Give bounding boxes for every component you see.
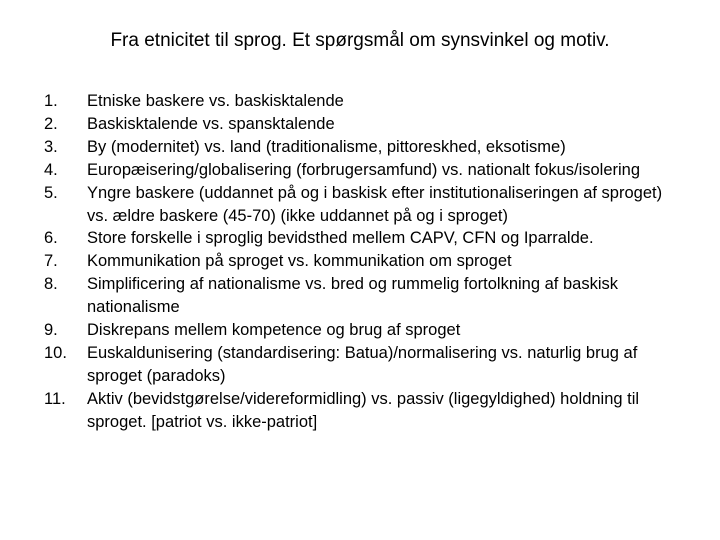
list-item-text: Etniske baskere vs. baskisktalende bbox=[87, 92, 344, 110]
list-item bbox=[44, 90, 684, 113]
list-item-text: Europæisering/globalisering (forbrugersamfund) vs. nationalt fokus/isolering bbox=[87, 160, 641, 179]
list-item-text: By (modernitet) vs. land (traditionalisme, pittoreskhed, eksotisme) bbox=[87, 137, 566, 156]
list-item-text: Diskrepans mellem kompetence og brug af sproget bbox=[87, 321, 461, 340]
list-item bbox=[44, 113, 684, 136]
list-item-number: 7. bbox=[44, 252, 58, 271]
list-item-text: Store forskelle i sproglig bevidsthed mellem CAPV, CFN og Iparralde. bbox=[87, 229, 594, 248]
list-item-number: 8. bbox=[44, 275, 58, 294]
list-item-number: 4. bbox=[44, 160, 58, 179]
list-item-text: Euskaldunisering (standardisering: Batua)/normalisering vs. naturlig brug af sproget (paradoks) bbox=[87, 343, 638, 385]
list-item-number: 2. bbox=[44, 114, 58, 133]
list-item-number: 1. bbox=[44, 92, 58, 110]
list-item-number: 9. bbox=[44, 321, 58, 340]
list-item bbox=[44, 136, 684, 159]
list-item-number: 11. bbox=[44, 389, 66, 408]
list-item-number: 6. bbox=[44, 229, 58, 248]
numbered-list bbox=[44, 90, 684, 434]
list-item bbox=[44, 250, 684, 273]
slide-title: Fra etnicitet til sprog. Et spørgsmål om synsvinkel og motiv. bbox=[110, 30, 610, 51]
list-item-text: Simplificering af nationalisme vs. bred og rummelig fortolkning af baskisk nationalisme bbox=[87, 275, 618, 317]
list-item bbox=[44, 342, 684, 388]
list-item bbox=[44, 273, 684, 319]
list-item-text: Kommunikation på sproget vs. kommunikation om sproget bbox=[87, 252, 512, 271]
list-item-number: 5. bbox=[44, 183, 58, 202]
list-item bbox=[44, 182, 684, 228]
list-item bbox=[44, 227, 684, 250]
list-item-text: Baskisktalende vs. spansktalende bbox=[87, 114, 335, 133]
list-item-number: 10. bbox=[44, 343, 67, 362]
list-item-text: Yngre baskere (uddannet på og i baskisk efter institutionaliseringen af sproget) vs. ældre baskere (45-70) (ikke uddannet på og i sproget) bbox=[87, 183, 663, 225]
list-item bbox=[44, 319, 684, 342]
list-item-number: 3. bbox=[44, 137, 58, 156]
list-item bbox=[44, 388, 684, 434]
list-item bbox=[44, 159, 684, 182]
list-item-text: Aktiv (bevidstgørelse/videreformidling) vs. passiv (ligegyldighed) holdning til sproget. [patriot vs. ikke-patriot] bbox=[87, 389, 640, 431]
